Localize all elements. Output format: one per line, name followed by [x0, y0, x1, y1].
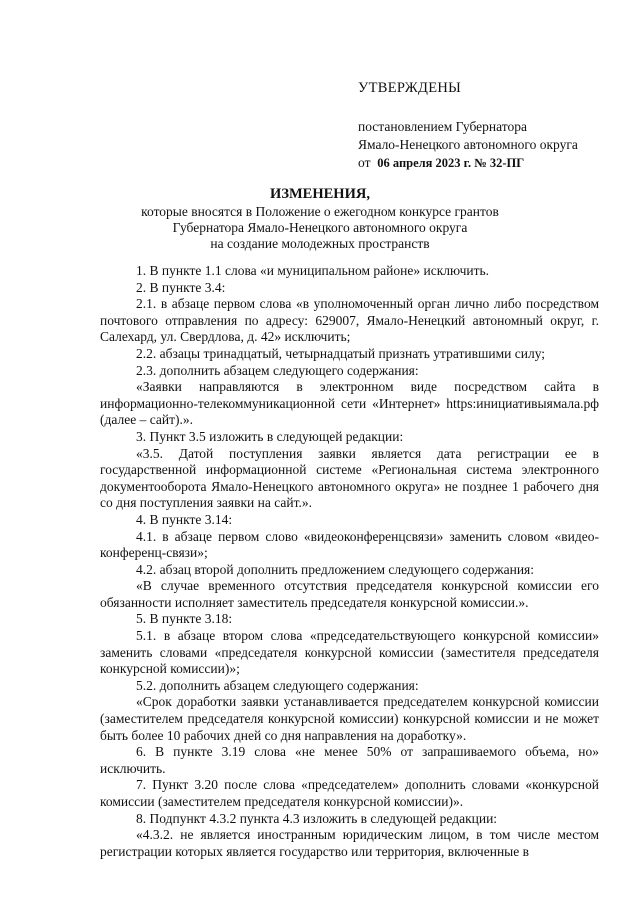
heading-subtitle-3: на создание молодежных пространств — [210, 236, 430, 251]
approval-block — [358, 79, 618, 172]
approval-date-line — [358, 154, 618, 172]
paragraph: 4.1. в абзаце первом слово «видеоконференцсвязи» заменить словом «видео-конференц-связи»; — [100, 528, 599, 561]
approval-date: 06 апреля 2023 г. № 32-ПГ — [377, 156, 525, 170]
paragraph: «В случае временного отсутствия председателя конкурсной комиссии его обязанности исполняет заместитель председателя конкурсной комиссии.». — [100, 578, 599, 610]
paragraph: 6. В пункте 3.19 слова «не менее 50% от запрашиваемого объема, но» исключить. — [100, 744, 599, 776]
paragraph: 7. Пункт 3.20 после слова «председателем» дополнить словами «конкурсной комиссии (заместителем председателя конкурсной комиссии)». — [100, 777, 599, 809]
approval-region-line: Ямало-Ненецкого автономного округа — [358, 137, 578, 152]
paragraph: «Заявки направляются в электронном виде посредством сайта в информационно-телекоммуникационной сети «Интернет» https:инициативыямала.рф (далее – сайт).». — [100, 379, 599, 428]
paragraph: «4.3.2. не является иностранным юридическим лицом, в том числе местом регистрации которых является государство или территория, включенные в — [100, 827, 599, 859]
heading-title: ИЗМЕНЕНИЯ, — [270, 186, 370, 202]
document-body — [100, 263, 599, 860]
paragraph: 2.1. в абзаце первом слова «в уполномоченный орган лично либо посредством почтового отправления по адресу: 629007, Ямало-Ненецкий автономный округ, г. Салехард, ул. Свердлова, д. 42» исключить; — [100, 296, 599, 345]
paragraph: 5.2. дополнить абзацем следующего содержания: — [136, 677, 419, 693]
paragraph: 5. В пункте 3.18: — [136, 611, 233, 627]
paragraph: 5.1. в абзаце втором слова «председательствующего конкурсной комиссии» заменить словами «председателя конкурсной комиссии (заместителя председателя конкурсной комиссии)»; — [100, 628, 599, 677]
heading-subtitle-2: Губернатора Ямало-Ненецкого автономного округа — [172, 220, 468, 235]
heading-subtitle-1: которые вносятся в Положение о ежегодном конкурсе грантов — [141, 204, 499, 219]
paragraph: 3. Пункт 3.5 изложить в следующей редакции: — [136, 428, 404, 444]
paragraph: 2. В пункте 3.4: — [136, 279, 226, 295]
paragraph: 4.2. абзац второй дополнить предложением следующего содержания: — [136, 561, 535, 577]
approval-date-prefix: от — [358, 155, 371, 170]
paragraph: «3.5. Датой поступления заявки является дата регистрации ее в государственной информационной системе «Региональная система электронного документооборота Ямало-Ненецкого автономного округа» не позднее 1 рабочего дня со дня поступления заявки на сайт.». — [100, 445, 599, 511]
paragraph: 2.3. дополнить абзацем следующего содержания: — [136, 362, 419, 378]
approval-decree-line: постановлением Губернатора — [358, 119, 527, 134]
paragraph: «Срок доработки заявки устанавливается председателем конкурсной комиссии (заместителем председателя конкурсной комиссии) конкурсной комиссии и не может быть более 10 рабочих дней со дня направления на доработку». — [100, 694, 599, 743]
paragraph: 2.2. абзацы тринадцатый, четырнадцатый признать утратившими силу; — [136, 345, 546, 361]
approval-title: УТВЕРЖДЕНЫ — [358, 80, 462, 96]
document-heading — [70, 185, 570, 252]
paragraph: 4. В пункте 3.14: — [136, 511, 233, 527]
paragraph: 8. Подпункт 4.3.2 пункта 4.3 изложить в следующей редакции: — [136, 810, 498, 826]
paragraph: 1. В пункте 1.1 слова «и муниципальном районе» исключить. — [136, 263, 490, 278]
